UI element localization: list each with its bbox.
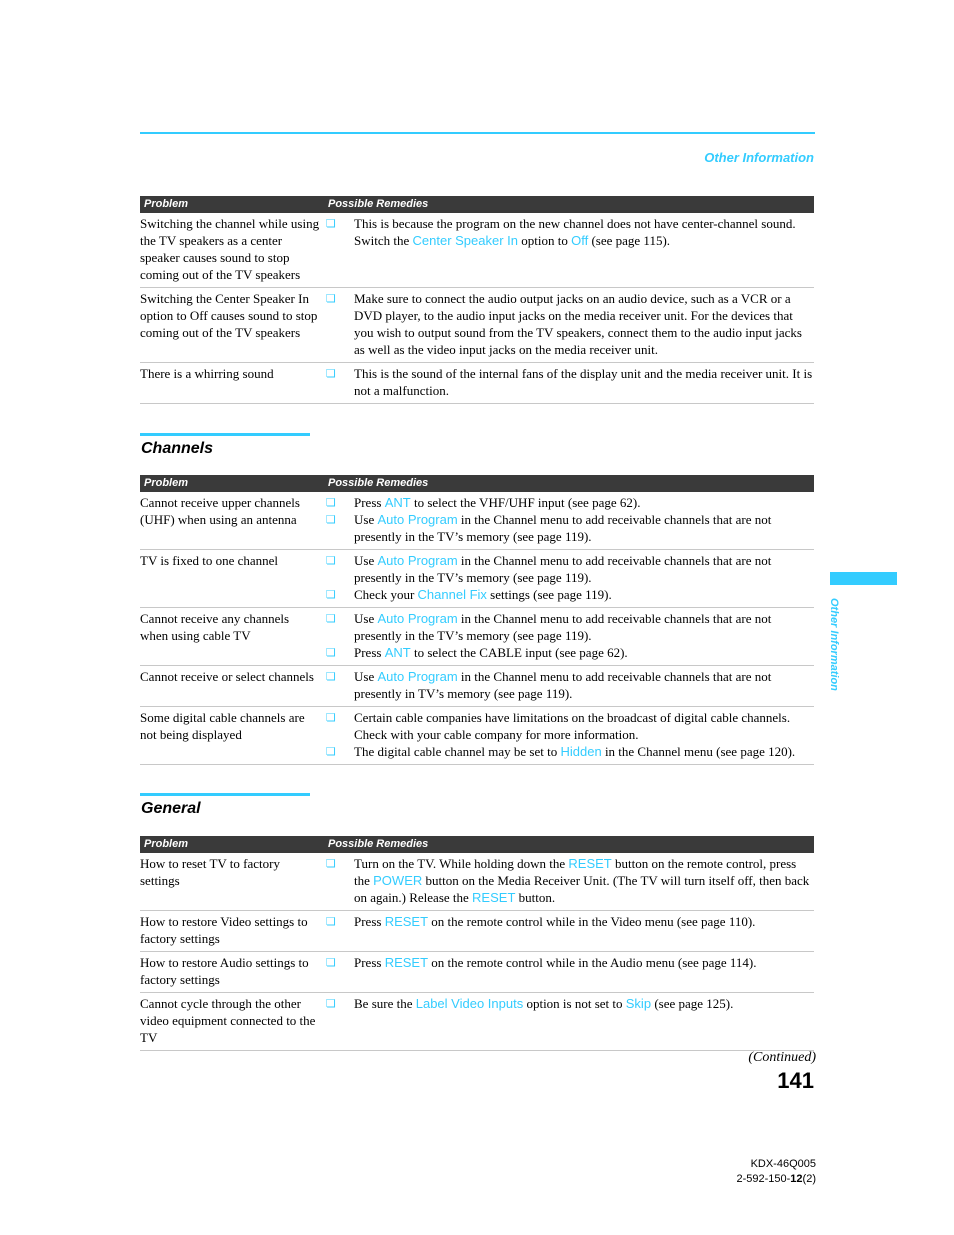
remedy-item — [324, 494, 814, 511]
remedy-cell — [324, 363, 814, 404]
code-bold: 12 — [790, 1173, 803, 1185]
menu-term: Auto Program — [377, 512, 458, 527]
checkbox-bullet-icon: ❏ — [326, 367, 336, 380]
problem-header: Problem — [140, 475, 324, 492]
remedy-text-segment: in the Channel menu to add receivable channels that are not presently in the TV’s memory (see page 119). — [354, 553, 772, 585]
remedy-item — [324, 215, 814, 249]
remedy-item — [324, 552, 814, 586]
menu-term: RESET — [384, 955, 429, 970]
general-section-title: General — [141, 800, 201, 817]
remedy-text-segment: Press — [354, 645, 385, 660]
remedy-item — [324, 610, 814, 644]
remedy-text-segment: The digital cable channel may be set to — [354, 744, 561, 759]
remedy-text — [354, 586, 814, 603]
problem-cell: Some digital cable channels are not being displayed — [140, 707, 324, 765]
problem-cell: Cannot receive or select channels — [140, 666, 324, 707]
remedy-text-segment: in the Channel menu to add receivable channels that are not presently in TV’s memory (see page 119). — [354, 669, 772, 701]
problem-cell: There is a whirring sound — [140, 363, 324, 404]
remedy-text — [354, 743, 814, 760]
remedy-text-segment: (see page 115). — [588, 233, 671, 248]
menu-term: RESET — [472, 890, 516, 905]
remedy-cell — [324, 213, 814, 288]
checkbox-bullet-icon: ❏ — [326, 711, 336, 724]
problem-cell: TV is fixed to one channel — [140, 550, 324, 608]
remedy-text-segment: Press — [354, 914, 385, 929]
remedies-header: Possible Remedies — [324, 836, 814, 853]
remedy-text-segment: option to — [518, 233, 572, 248]
problem-cell: How to reset TV to factory settings — [140, 853, 324, 911]
table-row — [140, 608, 814, 666]
document-code — [736, 1172, 816, 1187]
remedy-item — [324, 743, 814, 760]
remedy-item — [324, 668, 814, 702]
menu-term: Skip — [625, 996, 652, 1011]
remedy-cell — [324, 952, 814, 993]
running-header: Other Information — [704, 150, 814, 165]
remedy-cell — [324, 550, 814, 608]
remedy-text-segment: button on the remote control, press the — [354, 856, 797, 888]
remedy-text — [354, 855, 814, 906]
remedy-text-segment: in the Channel menu to add receivable channels that are not presently in the TV’s memory (see page 119). — [354, 512, 772, 544]
remedy-text — [354, 954, 814, 971]
remedy-item — [324, 913, 814, 930]
remedy-text — [354, 290, 814, 358]
channels-section-rule — [140, 433, 310, 436]
remedy-cell — [324, 608, 814, 666]
checkbox-bullet-icon: ❏ — [326, 496, 336, 509]
remedy-text-segment: Use — [354, 553, 378, 568]
remedy-cell — [324, 911, 814, 952]
checkbox-bullet-icon: ❏ — [326, 857, 336, 870]
menu-term: ANT — [384, 495, 411, 510]
checkbox-bullet-icon: ❏ — [326, 646, 336, 659]
table-row — [140, 492, 814, 550]
top-rule — [140, 132, 815, 134]
checkbox-bullet-icon: ❏ — [326, 670, 336, 683]
problem-cell: Cannot receive any channels when using cable TV — [140, 608, 324, 666]
remedy-text-segment: to select the CABLE input (see page 62). — [410, 645, 628, 660]
checkbox-bullet-icon: ❏ — [326, 956, 336, 969]
remedy-text — [354, 552, 814, 586]
remedy-text-segment: Certain cable companies have limitations on the broadcast of digital cable channels. Check with your cable company for more information. — [354, 710, 791, 742]
general-table — [140, 836, 814, 1051]
model-number: KDX-46Q005 — [750, 1158, 816, 1170]
table-row — [140, 952, 814, 993]
channels-section-title: Channels — [141, 440, 214, 457]
page-number: 141 — [777, 1068, 814, 1093]
remedy-text — [354, 365, 814, 399]
table-row — [140, 666, 814, 707]
remedy-item — [324, 290, 814, 358]
remedy-text — [354, 511, 814, 545]
table-row — [140, 993, 814, 1051]
menu-term: RESET — [568, 856, 612, 871]
code-suffix: (2) — [802, 1173, 816, 1185]
menu-term: Label Video Inputs — [415, 996, 524, 1011]
problem-cell: Cannot receive upper channels (UHF) when using an antenna — [140, 492, 324, 550]
remedy-cell — [324, 666, 814, 707]
remedy-text-segment: button. — [515, 890, 556, 905]
checkbox-bullet-icon: ❏ — [326, 217, 336, 230]
remedy-text — [354, 215, 814, 249]
remedy-text-segment: Use — [354, 611, 378, 626]
problem-header: Problem — [140, 836, 324, 853]
menu-term: RESET — [384, 914, 429, 929]
table-row — [140, 550, 814, 608]
remedy-text-segment: in the Channel menu (see page 120). — [601, 744, 796, 759]
table-row — [140, 363, 814, 404]
remedy-cell — [324, 288, 814, 363]
checkbox-bullet-icon: ❏ — [326, 292, 336, 305]
menu-term: Center Speaker In — [412, 233, 519, 248]
remedy-text — [354, 644, 814, 661]
remedy-item — [324, 995, 814, 1012]
remedy-text-segment: This is the sound of the internal fans of the display unit and the media receiver unit. It is not a malfunction. — [354, 366, 813, 398]
remedies-header: Possible Remedies — [324, 475, 814, 492]
remedy-text-segment: Check your — [354, 587, 418, 602]
remedy-text-segment: Turn on the TV. While holding down the — [354, 856, 569, 871]
checkbox-bullet-icon: ❏ — [326, 997, 336, 1010]
menu-term: Off — [571, 233, 589, 248]
checkbox-bullet-icon: ❏ — [326, 588, 336, 601]
menu-term: Hidden — [560, 744, 602, 759]
remedy-item — [324, 644, 814, 661]
remedy-text — [354, 610, 814, 644]
remedy-text-segment: to select the VHF/UHF input (see page 62). — [410, 495, 641, 510]
problem-cell: How to restore Video settings to factory settings — [140, 911, 324, 952]
side-tab-label: Other Information — [828, 598, 840, 691]
remedies-header: Possible Remedies — [324, 196, 814, 213]
menu-term: ANT — [384, 645, 411, 660]
remedy-text — [354, 995, 814, 1012]
checkbox-bullet-icon: ❏ — [326, 612, 336, 625]
problem-header: Problem — [140, 196, 324, 213]
checkbox-bullet-icon: ❏ — [326, 554, 336, 567]
side-tab — [830, 572, 897, 585]
remedy-item — [324, 709, 814, 743]
remedy-text-segment: Use — [354, 512, 378, 527]
remedy-text-segment: Press — [354, 955, 385, 970]
remedy-text-segment: button on the Media Receiver Unit. (The TV will turn itself off, then back on again.) Release the — [354, 873, 810, 905]
menu-term: Auto Program — [377, 611, 458, 626]
channels-table — [140, 475, 814, 765]
checkbox-bullet-icon: ❏ — [326, 745, 336, 758]
remedy-text-segment: Press — [354, 495, 385, 510]
remedy-text-segment: on the remote control while in the Audio menu (see page 114). — [428, 955, 757, 970]
remedy-text-segment: (see page 125). — [651, 996, 734, 1011]
code-prefix: 2-592-150- — [736, 1173, 791, 1185]
remedy-item — [324, 855, 814, 906]
footer-codes — [736, 1157, 816, 1187]
problem-cell: Switching the Center Speaker In option to Off causes sound to stop coming out of the TV speakers — [140, 288, 324, 363]
table-row — [140, 853, 814, 911]
remedy-text-segment: Make sure to connect the audio output jacks on an audio device, such as a VCR or a DVD player, to the audio input jacks on the media receiver unit. For the devices that you wish to output sound from the TV speakers, connect them to the audio input jacks as well as the video input jacks on the media receiver unit. — [354, 291, 802, 357]
remedy-cell — [324, 993, 814, 1051]
menu-term: POWER — [373, 873, 423, 888]
remedy-text-segment: on the remote control while in the Video menu (see page 110). — [428, 914, 756, 929]
general-section-rule — [140, 793, 310, 796]
remedy-cell — [324, 853, 814, 911]
remedy-text — [354, 913, 814, 930]
remedy-text-segment: This is because the program on the new channel does not have center-channel sound. Switch the — [354, 216, 796, 248]
remedy-cell — [324, 707, 814, 765]
troubleshooting-table — [140, 196, 814, 404]
remedy-text-segment: Be sure the — [354, 996, 416, 1011]
table-row — [140, 707, 814, 765]
remedy-text-segment: in the Channel menu to add receivable channels that are not presently in the TV’s memory (see page 119). — [354, 611, 772, 643]
remedy-item — [324, 586, 814, 603]
remedy-text-segment: option is not set to — [523, 996, 626, 1011]
problem-cell: Switching the channel while using the TV speakers as a center speaker causes sound to stop coming out of the TV speakers — [140, 213, 324, 288]
menu-term: Channel Fix — [417, 587, 487, 602]
problem-cell: How to restore Audio settings to factory settings — [140, 952, 324, 993]
remedy-text-segment: settings (see page 119). — [486, 587, 612, 602]
problem-cell: Cannot cycle through the other video equipment connected to the TV — [140, 993, 324, 1051]
continued-note: (Continued) — [748, 1050, 816, 1065]
remedy-item — [324, 954, 814, 971]
remedy-item — [324, 511, 814, 545]
remedy-text — [354, 494, 814, 511]
table-row — [140, 911, 814, 952]
menu-term: Auto Program — [377, 669, 458, 684]
checkbox-bullet-icon: ❏ — [326, 513, 336, 526]
table-row — [140, 288, 814, 363]
remedy-text — [354, 709, 814, 743]
menu-term: Auto Program — [377, 553, 458, 568]
remedy-cell — [324, 492, 814, 550]
remedy-text — [354, 668, 814, 702]
remedy-item — [324, 365, 814, 399]
table-row — [140, 213, 814, 288]
checkbox-bullet-icon: ❏ — [326, 915, 336, 928]
remedy-text-segment: Use — [354, 669, 378, 684]
